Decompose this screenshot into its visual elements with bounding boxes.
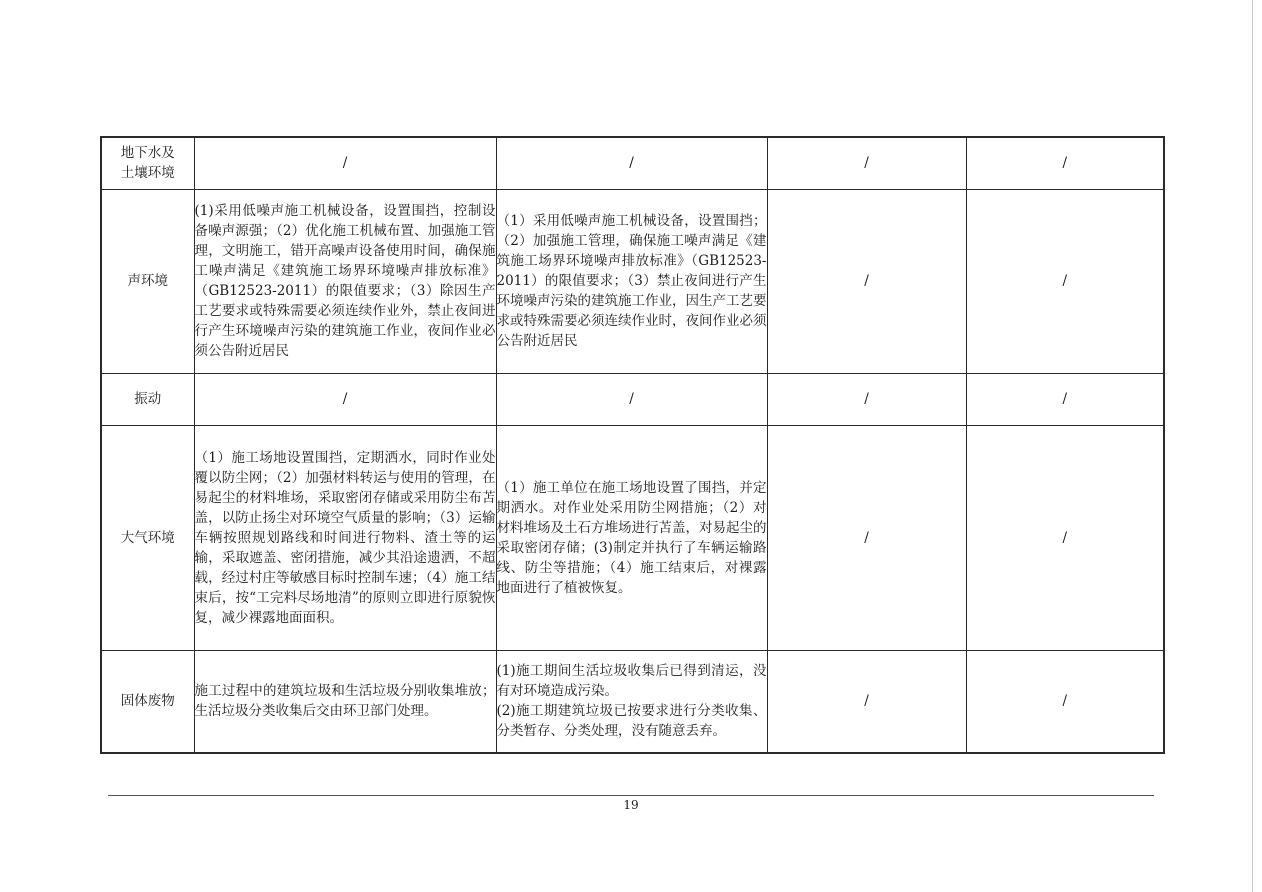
category-line-2: 土壤环境 (120, 165, 175, 182)
col4-cell: / (767, 189, 966, 373)
footer-rule (108, 795, 1154, 796)
page-number: 19 (623, 798, 639, 812)
requirement-cell: 施工过程中的建筑垃圾和生活垃圾分别收集堆放；生活垃圾分类收集后交由环卫部门处理。 (194, 650, 496, 753)
col4-cell: / (767, 425, 966, 650)
category-line-1: 地下水及 (120, 145, 175, 162)
table-row-air (101, 425, 1164, 650)
table-row-solid-waste (101, 650, 1164, 753)
requirement-cell: / (194, 373, 496, 425)
implementation-item: (1)施工期间生活垃圾收集后已得到清运，没有对环境造成污染。 (496, 663, 767, 700)
table-row-groundwater-soil (101, 137, 1164, 189)
requirement-cell: （1）施工场地设置围挡，定期洒水，同时作业处覆以防尘网；（2）加强材料转运与使用的管理，在易起尘的材料堆场，采取密闭存储或采用防尘布苫盖，以防止扬尘对环境空气质量的影响；（3）运输车辆按照规划路线和时间进行物料、渣土等的运输，采取遮盖、密闭措施，减少其沿途遗洒，不超载，经过村庄等敏感目标时控制车速；（4）施工结束后，按“工完料尽场地清”的原则立即进行原貌恢复，减少裸露地面面积。 (194, 425, 496, 650)
category-cell: 大气环境 (101, 425, 194, 650)
col5-cell: / (966, 189, 1164, 373)
category-cell: 固体废物 (101, 650, 194, 753)
requirement-cell: (1)采用低噪声施工机械设备，设置围挡，控制设备噪声源强；（2）优化施工机械布置、加强施工管理，文明施工，错开高噪声设备使用时间，确保施工噪声满足《建筑施工场界环境噪声排放标准》（GB12523-2011）的限值要求；（3）除因生产工艺要求或特殊需要必须连续作业外，禁止夜间进行产生环境噪声污染的建筑施工作业，夜间作业必须公告附近居民 (194, 189, 496, 373)
table-row-vibration (101, 373, 1164, 425)
implementation-cell: （1）施工单位在施工场地设置了围挡，并定期洒水。对作业处采用防尘网措施；（2）对材料堆场及土石方堆场进行苫盖，对易起尘的采取密闭存储；(3)制定并执行了车辆运输路线、防尘等措施；（4）施工结束后，对裸露地面进行了植被恢复。 (496, 425, 767, 650)
col5-cell: / (966, 137, 1164, 189)
col5-cell: / (966, 650, 1164, 753)
category-cell: 振动 (101, 373, 194, 425)
requirement-cell: / (194, 137, 496, 189)
implementation-cell: / (496, 373, 767, 425)
category-cell: 声环境 (101, 189, 194, 373)
col4-cell: / (767, 137, 966, 189)
col5-cell: / (966, 373, 1164, 425)
col4-cell: / (767, 373, 966, 425)
implementation-cell (496, 650, 767, 753)
category-cell (101, 137, 194, 189)
implementation-cell: / (496, 137, 767, 189)
page-right-border (1252, 0, 1253, 892)
implementation-item: (2)施工期建筑垃圾已按要求进行分类收集、分类暂存、分类处理，没有随意丢弃。 (496, 703, 767, 740)
col4-cell: / (767, 650, 966, 753)
environmental-measures-table (100, 136, 1165, 754)
col5-cell: / (966, 425, 1164, 650)
table-row-noise (101, 189, 1164, 373)
implementation-cell: （1）采用低噪声施工机械设备，设置围挡；（2）加强施工管理，确保施工噪声满足《建筑施工场界环境噪声排放标准》（GB12523-2011）的限值要求；（3）禁止夜间进行产生环境噪声污染的建筑施工作业，因生产工艺要求或特殊需要必须连续作业时，夜间作业必须公告附近居民 (496, 189, 767, 373)
